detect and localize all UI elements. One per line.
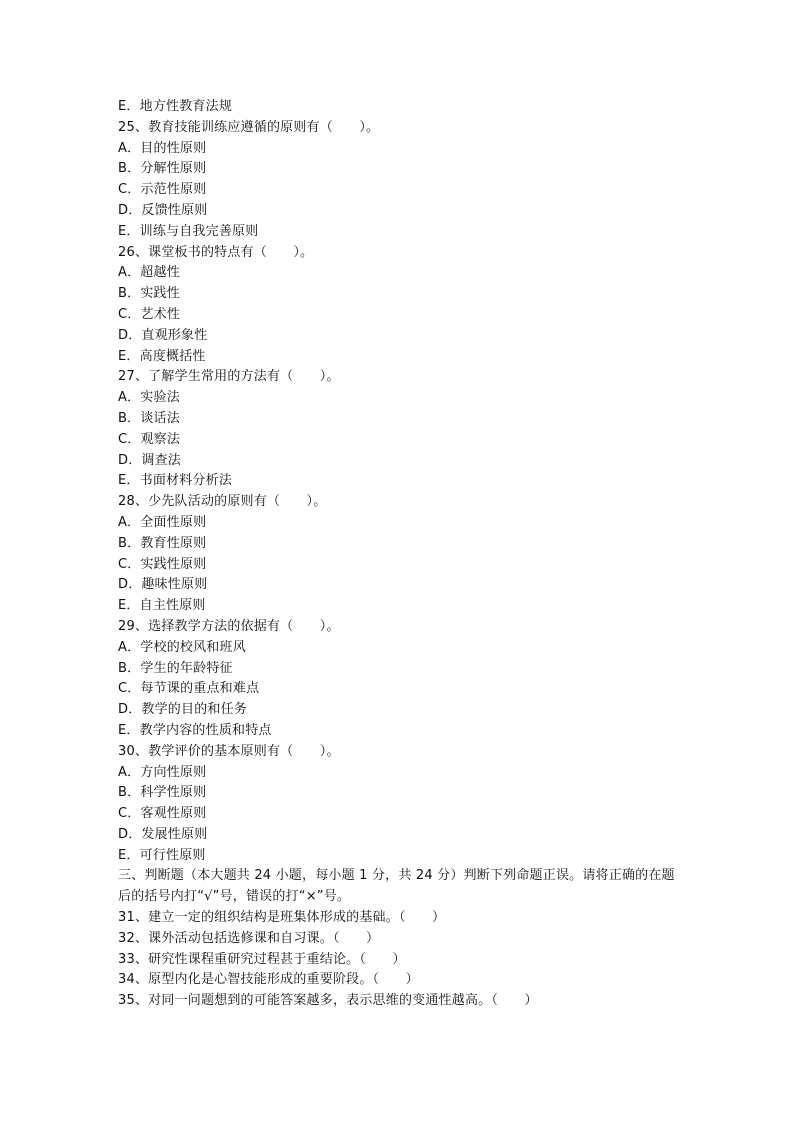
option-29a: A．学校的校风和班风 <box>118 639 246 655</box>
option-28c: C．实践性原则 <box>118 556 207 572</box>
option-28a: A．全面性原则 <box>118 514 207 530</box>
option-28e: E．自主性原则 <box>118 598 206 614</box>
option-30a: A．方向性原则 <box>118 764 207 780</box>
question-27: 27、了解学生常用的方法有（ ）。 <box>118 369 340 385</box>
option-25e: E．训练与自我完善原则 <box>118 223 259 239</box>
option-24e: E．地方性教育法规 <box>118 99 233 114</box>
option-27c: C．观察法 <box>118 431 181 447</box>
option-25d: D．反馈性原则 <box>118 202 208 218</box>
option-29d: D．教学的目的和任务 <box>118 702 248 718</box>
option-29e: E．教学内容的性质和特点 <box>118 722 272 738</box>
option-25a: A．目的性原则 <box>118 140 207 156</box>
option-27a: A．实验法 <box>118 390 180 406</box>
option-28d: D．趣味性原则 <box>118 577 208 593</box>
question-35: 35、对同一问题想到的可能答案越多，表示思维的变通性越高。（ ） <box>118 993 538 1009</box>
option-28b: B．教育性原则 <box>118 535 207 551</box>
question-28: 28、少先队活动的原则有（ ）。 <box>118 494 327 510</box>
option-30b: B．科学性原则 <box>118 785 207 801</box>
question-32: 32、课外活动包括选修课和自习课。（ ） <box>118 930 380 946</box>
question-34: 34、原型内化是心智技能形成的重要阶段。（ ） <box>118 972 419 988</box>
option-27d: D．调查法 <box>118 452 182 468</box>
option-30e: E．可行性原则 <box>118 847 206 863</box>
option-26b: B．实践性 <box>118 286 180 302</box>
option-25b: B．分解性原则 <box>118 161 207 177</box>
option-27b: B．谈话法 <box>118 410 180 426</box>
option-26d: D．直观形象性 <box>118 327 208 343</box>
question-26: 26、课堂板书的特点有（ ）。 <box>118 244 314 260</box>
question-33: 33、研究性课程重研究过程甚于重结论。（ ） <box>118 951 406 967</box>
option-29c: C．每节课的重点和难点 <box>118 681 260 697</box>
question-31: 31、建立一定的组织结构是班集体形成的基础。（ ） <box>118 910 446 926</box>
option-26e: E．高度概括性 <box>118 348 206 364</box>
question-25: 25、教育技能训练应遵循的原则有（ ）。 <box>118 119 380 135</box>
document-body <box>118 97 698 1012</box>
option-29b: B．学生的年龄特征 <box>118 660 233 676</box>
option-27e: E．书面材料分析法 <box>118 473 233 489</box>
option-25c: C．示范性原则 <box>118 182 207 198</box>
question-30: 30、教学评价的基本原则有（ ）。 <box>118 743 340 759</box>
option-26a: A．超越性 <box>118 265 180 281</box>
option-30c: C．客观性原则 <box>118 806 207 822</box>
option-26c: C．艺术性 <box>118 306 181 322</box>
option-30d: D．发展性原则 <box>118 826 208 842</box>
section-3-heading: 三、判断题（本大题共 24 小题，每小题 1 分，共 24 分）判断下列命题正误。请将正确的在题后的括号内打“√”号，错误的打“×”号。 <box>118 868 675 905</box>
question-29: 29、选择教学方法的依据有（ ）。 <box>118 618 340 634</box>
